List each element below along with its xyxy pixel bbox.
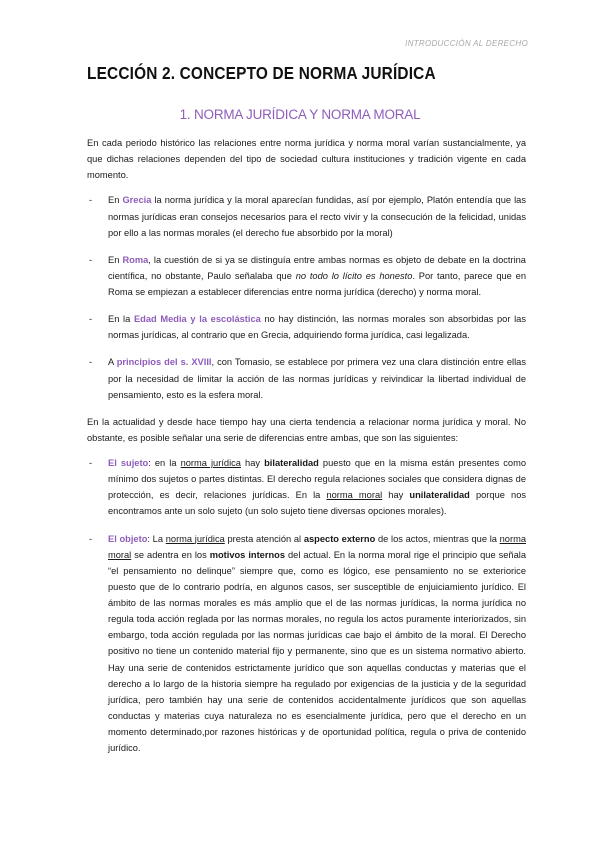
list-item-xviii	[87, 354, 526, 402]
transition-paragraph: En la actualidad y desde hace tiempo hay una cierta tendencia a relacionar norma jurídica y moral. No obstante, es posible señalar una serie de diferencias entre ambas, que son las siguientes:	[87, 416, 526, 443]
item-text: no hay distinción, las normas morales son absorbidas por las normas jurídicas, al contrario que en Grecia, adquiriendo forma jurídica, casi legalizada.	[108, 314, 526, 341]
document-body	[87, 135, 526, 767]
underlined-term: norma moral	[108, 533, 526, 560]
underlined-term: norma moral	[326, 490, 383, 501]
item-text: En la	[108, 314, 134, 325]
highlight-term: Grecia	[122, 195, 152, 206]
header-subject-label: INTRODUCCIÓN AL DERECHO	[405, 39, 528, 48]
list-item-objeto	[87, 531, 526, 757]
item-text: En	[108, 254, 123, 265]
item-text: porque nos encontramos ante un solo sujeto (un solo sujeto tiene diversas opciones morales).	[108, 490, 527, 517]
underlined-term: norma jurídica	[165, 533, 225, 544]
item-text: se adentra en los	[131, 549, 210, 560]
item-text: presta atención al	[224, 533, 304, 544]
item-text: A	[108, 357, 117, 368]
item-text: : en la	[148, 458, 181, 468]
highlight-term: El sujeto	[108, 458, 149, 468]
section-title: 1. NORMA JURÍDICA Y NORMA MORAL	[179, 107, 421, 122]
item-text: la norma jurídica y la moral aparecían fundidas, así por ejemplo, Platón entendía que las normas jurídicas eran consejos necesarios para el recto vivir y la consecución de la felicidad, unidas por ello a las normas morales (el derecho fue absorbido por la moral)	[108, 195, 526, 238]
item-text: , la cuestión de si ya se distinguía entre ambas normas es objeto de debate en la doctrina científica, no obstante, Paulo señalaba que	[108, 254, 526, 281]
history-list	[87, 192, 526, 402]
item-text: En	[108, 195, 123, 206]
highlight-term: Roma	[122, 254, 149, 265]
bold-term: unilateralidad	[409, 490, 470, 501]
quote-text: no todo lo lícito es honesto	[295, 270, 413, 281]
lesson-title: LECCIÓN 2. CONCEPTO DE NORMA JURÍDICA	[87, 63, 436, 83]
item-text: . Por tanto, parece que en Roma se empiezan a establecer diferencias entre norma jurídica (derecho) y norma moral.	[108, 270, 526, 297]
highlight-term: Edad Media y la escolástica	[133, 314, 261, 325]
item-text: hay	[382, 490, 410, 501]
bold-term: aspecto externo	[303, 533, 376, 544]
intro-paragraph: En cada periodo histórico las relaciones entre norma jurídica y norma moral varían sustancialmente, ya que dichas relaciones dependen del tipo de sociedad cultura instituciones y tradición vigente en cada momento.	[87, 138, 526, 181]
list-item-sujeto	[87, 455, 526, 520]
item-text: de los actos, mientras que la	[375, 533, 500, 544]
list-item-edad-media	[87, 311, 526, 343]
list-item-grecia	[87, 192, 526, 240]
item-text: hay	[240, 458, 265, 468]
highlight-term: principios del s. XVIII	[116, 357, 212, 368]
item-text: del actual. En la norma moral rige el principio que señala “el pensamiento no delinque” siempre que, como es lógico, ese pensamiento no se exteriorice puesto que de lo contrario podría, en algunos casos, ser susceptible de enjuiciamiento jurídico. El ámbito de las normas morales es más amplio que el de las normas jurídicas, la norma jurídica no regula toda acción reglada por las normas morales, no regula los actos puramente interiorizados, sin embargo, toda acción regulada por las normas jurídicas cae bajo el ámbito de la moral. El Derecho positivo no tiene un contenido material fijo y permanente, sino que es un sistema normativo abierto. Hay una serie de contenidos estrictamente jurídico que son aquellas conductas y materias que el derecho a lo largo de la historia siempre ha regulado por exigencias de la justicia y de la seguridad jurídica, pero también hay una serie de contenidos accidentalmente jurídicos que son aquellas conductas y materias cuya naturaleza no es esencialmente jurídica, pero que el derecho en un momento determinado,por razones históricas y de oportunidad política, regula o priva de contenido jurídico.	[108, 549, 526, 754]
highlight-term: El objeto	[108, 533, 148, 544]
list-item-roma	[87, 252, 526, 300]
item-text: puesto que en la misma están presentes como mínimo dos sujetos o partes distintas. El derecho regula relaciones sociales que considera dignas de protección, es decir, relaciones jurídicas. En la	[108, 458, 527, 501]
underlined-term: norma jurídica	[180, 458, 241, 468]
bold-term: motivos internos	[209, 549, 285, 560]
bold-term: bilateralidad	[264, 458, 319, 468]
differences-list	[87, 455, 526, 756]
item-text: , con Tomasio, se establece por primera vez una clara distinción entre ellas por la necesidad de limitar la acción de las normas jurídicas y reivindicar la libertad individual de pensamiento, esto es la esfera moral.	[108, 357, 526, 400]
item-text: : La	[147, 533, 166, 544]
